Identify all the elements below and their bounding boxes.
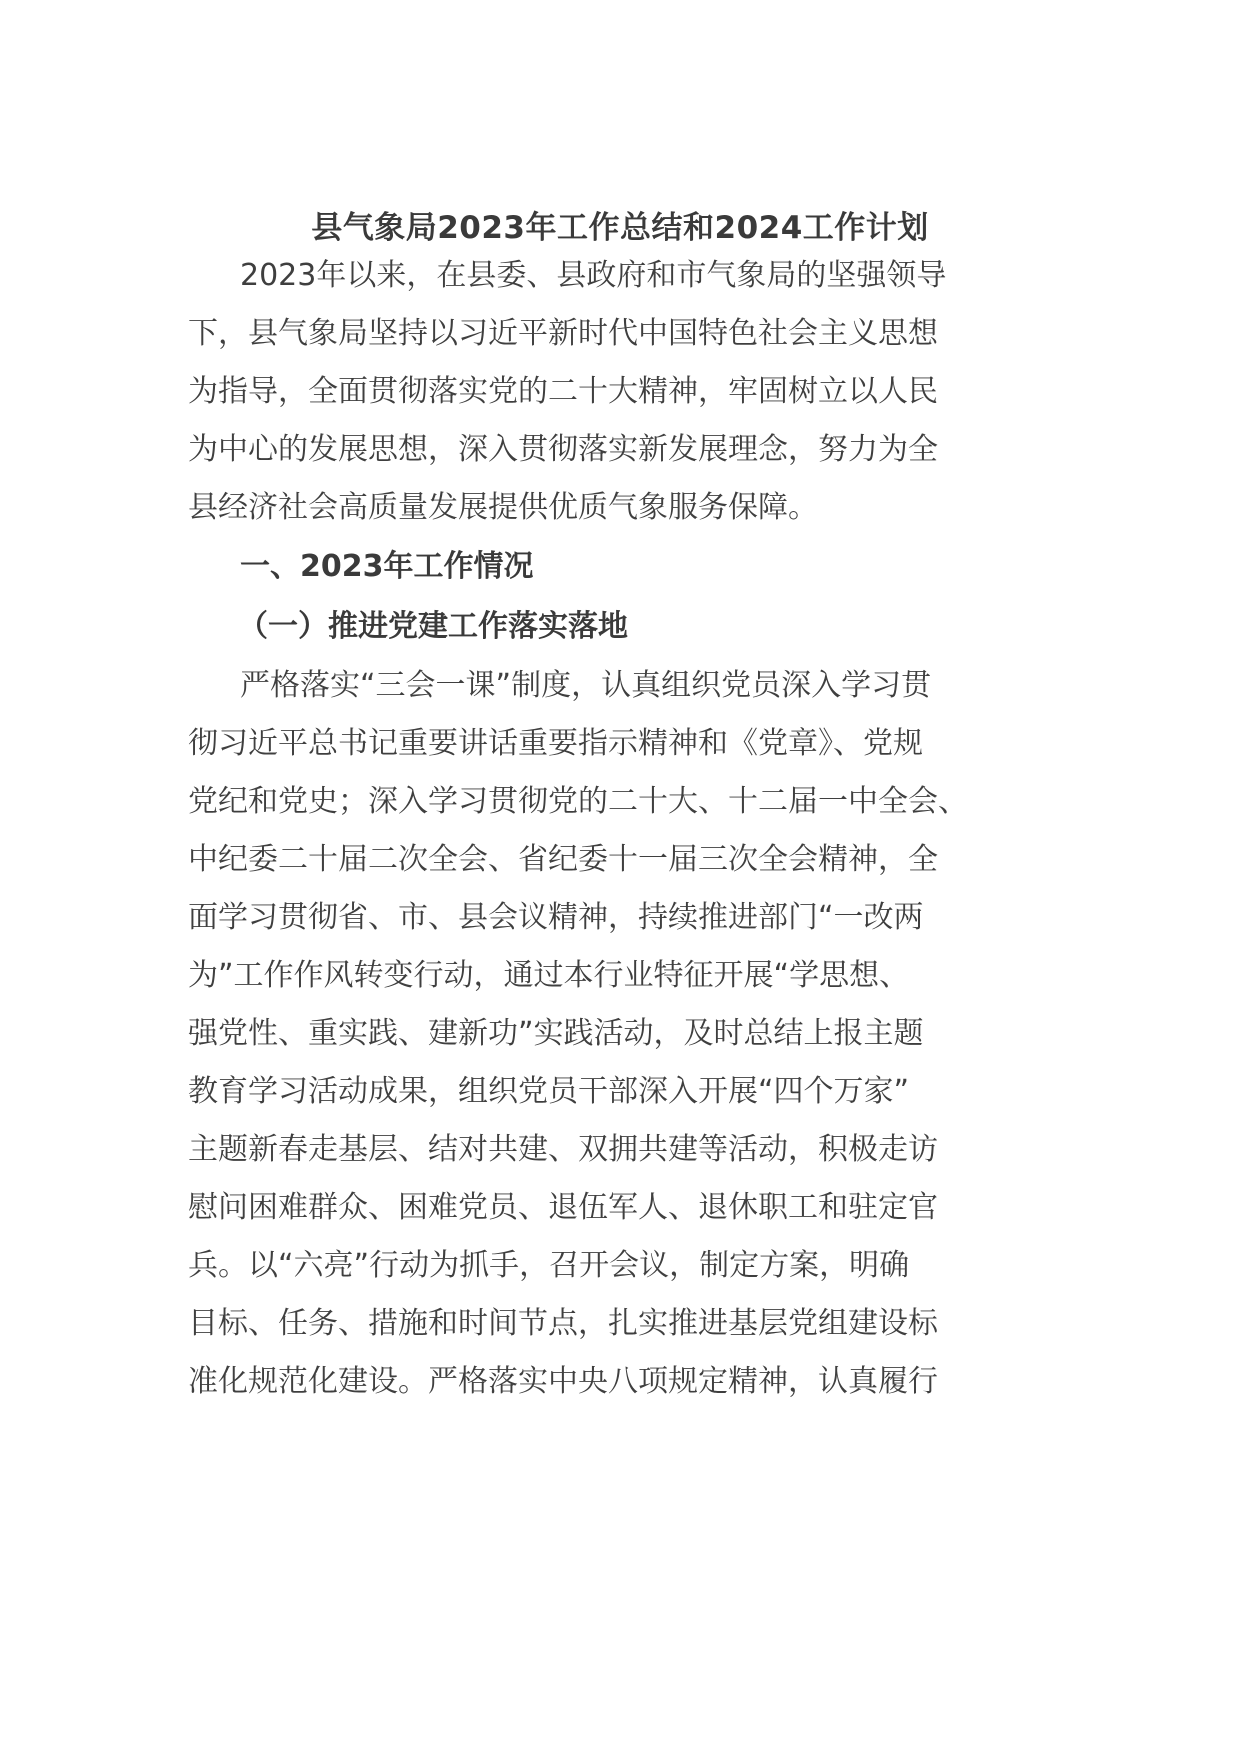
subsection-heading: （一）推进党建工作落实落地 [238, 609, 628, 644]
intro-line-3: 为指导，全面贯彻落实党的二十大精神，牢固树立以人民 [188, 374, 938, 409]
paragraph-line-3: 党纪和党史；深入学习贯彻党的二十大、十二届一中全会、 [188, 784, 968, 819]
section-heading: 一、2023年工作情况 [240, 549, 534, 584]
intro-line-4: 为中心的发展思想，深入贯彻落实新发展理念，努力为全 [188, 432, 938, 467]
paragraph-line-10: 慰问困难群众、困难党员、退伍军人、退休职工和驻定官 [188, 1190, 938, 1225]
paragraph-line-9: 主题新春走基层、结对共建、双拥共建等活动，积极走访 [188, 1132, 938, 1167]
paragraph-line-13: 准化规范化建设。严格落实中央八项规定精神，认真履行 [188, 1364, 938, 1399]
paragraph-line-6: 为”工作作风转变行动，通过本行业特征开展“学思想、 [188, 958, 910, 993]
intro-line-1: 2023年以来，在县委、县政府和市气象局的坚强领导 [240, 258, 947, 293]
paragraph-line-2: 彻习近平总书记重要讲话重要指示精神和《党章》、党规 [188, 726, 923, 761]
paragraph-line-12: 目标、任务、措施和时间节点，扎实推进基层党组建设标 [188, 1306, 938, 1341]
paragraph-line-1: 严格落实“三会一课”制度，认真组织党员深入学习贯 [240, 668, 932, 703]
intro-line-5: 县经济社会高质量发展提供优质气象服务保障。 [188, 490, 818, 525]
paragraph-line-4: 中纪委二十届二次全会、省纪委十一届三次全会精神，全 [188, 842, 938, 877]
intro-line-2: 下，县气象局坚持以习近平新时代中国特色社会主义思想 [188, 316, 938, 351]
paragraph-line-11: 兵。以“六亮”行动为抓手，召开会议，制定方案，明确 [188, 1248, 910, 1283]
paragraph-line-8: 教育学习活动成果，组织党员干部深入开展“四个万家” [188, 1074, 910, 1109]
document-title: 县气象局2023年工作总结和2024工作计划 [311, 210, 929, 246]
paragraph-line-7: 强党性、重实践、建新功”实践活动，及时总结上报主题 [188, 1016, 924, 1051]
paragraph-line-5: 面学习贯彻省、市、县会议精神，持续推进部门“一改两 [188, 900, 924, 935]
